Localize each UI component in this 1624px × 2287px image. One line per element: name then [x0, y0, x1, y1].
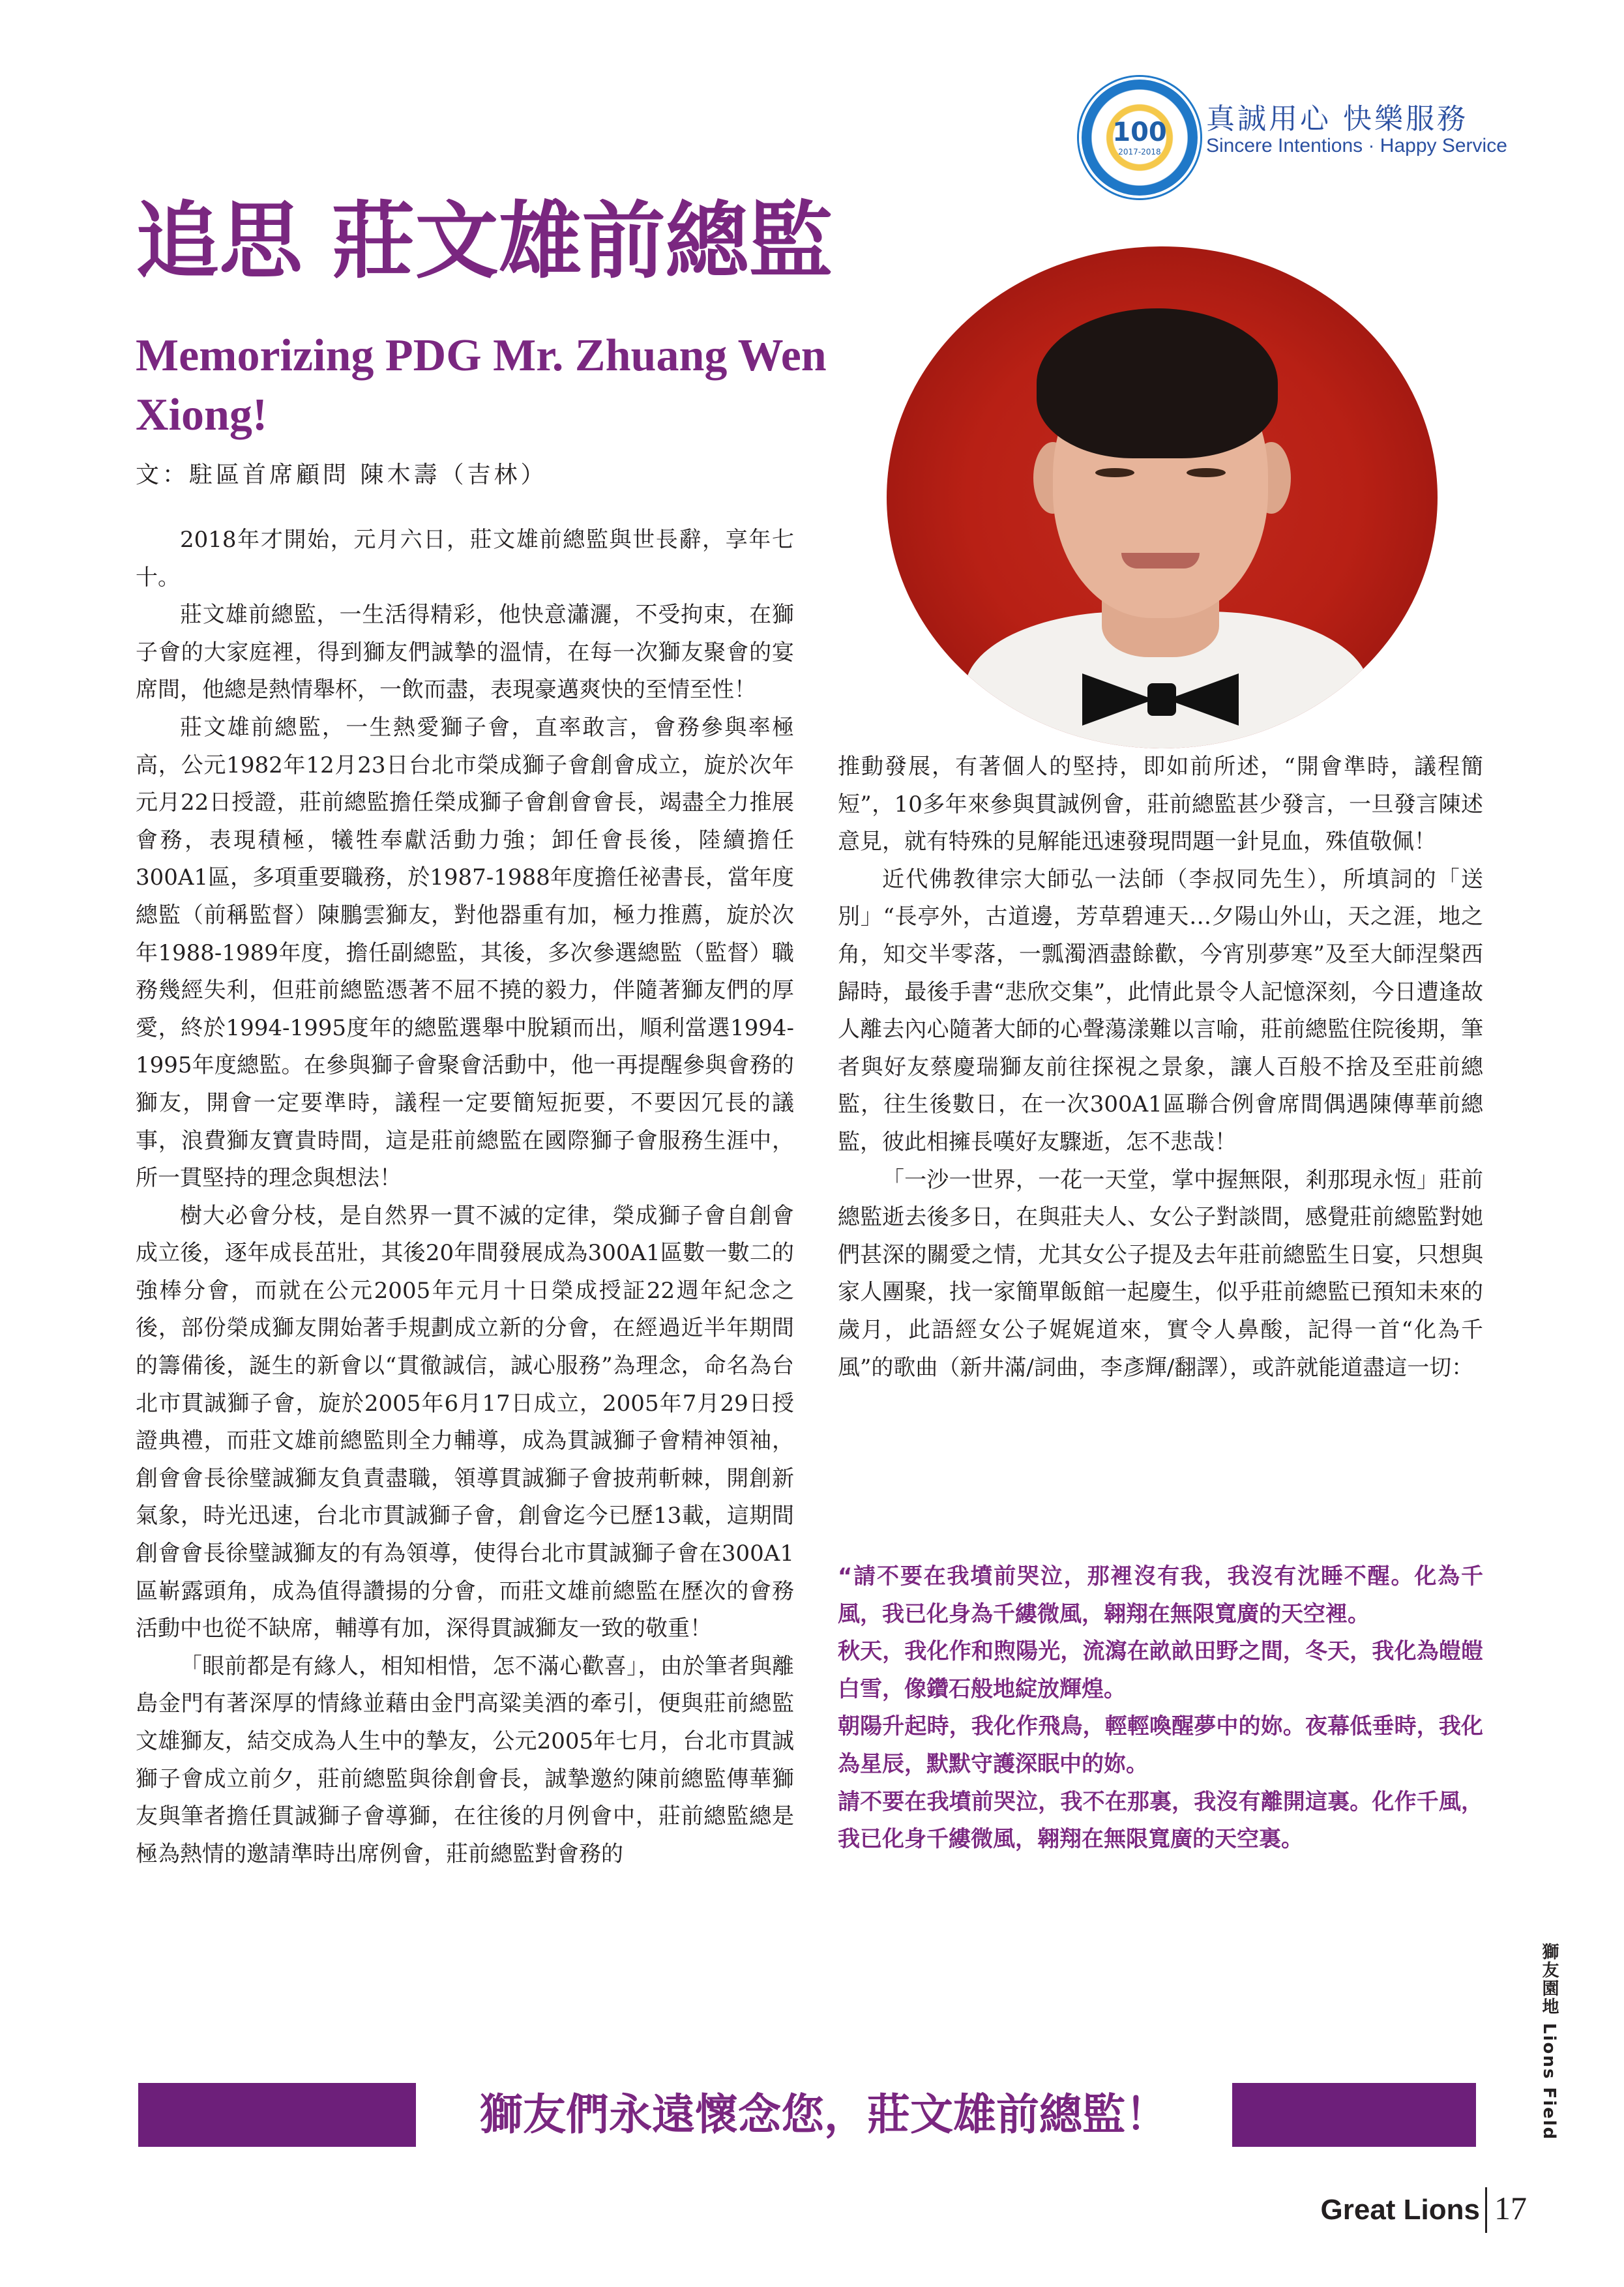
- paragraph: 莊文雄前總監，一生熱愛獅子會，直率敢言，會務參與率極高，公元1982年12月23日台北市榮成獅子會創會成立，旋於次年元月22日授證，莊前總監擔任榮成獅子會創會會長，竭盡全力推展會務，表現積極，犧牲奉獻活動力強；卸任會長後，陸續擔任300A1區，多項重要職務，於1987-1988年度擔任祕書長，當年度總監（前稱監督）陳鵬雲獅友，對他器重有加，極力推薦，旋於次年1988-1989年度，擔任副總監，其後，多次參選總監（監督）職務幾經失利，但莊前總監憑著不屈不撓的毅力，伴隨著獅友們的厚愛，終於1994-1995度年的總監選舉中脫穎而出，順利當選1994-1995年度總監。在參與獅子會聚會活動中，他一再提醒參與會務的獅友，開會一定要準時，議程一定要簡短扼要，不要因冗長的議事，浪費獅友寶貴時間，這是莊前總監在國際獅子會服務生涯中，所一貫堅持的理念與想法！: [136, 714, 794, 1192]
- slogan-chinese: 真誠用心 快樂服務: [1206, 102, 1468, 136]
- logo-years: 2017-2018: [1118, 147, 1161, 156]
- memorial-banner: 獅友們永遠懷念您，莊文雄前總監！: [480, 2089, 1168, 2140]
- bow-tie-right: [1167, 673, 1239, 726]
- lions-centennial-logo: [1079, 77, 1200, 198]
- bow-tie-left: [1082, 673, 1154, 726]
- slogan-english: Sincere Intentions · Happy Service: [1206, 135, 1507, 156]
- paragraph: 「眼前都是有緣人，相知相惜，怎不滿心歡喜」，由於筆者與離島金門有著深厚的情緣並藉由金門高粱美酒的牽引，便與莊前總監文雄獅友，結交成為人生中的摯友，公元2005年七月，台北市貫誠獅子會成立前夕，莊前總監與徐創會長，誠摯邀約陳前總監傳華獅友與筆者擔任貫誠獅子會導獅，在往後的月例會中，莊前總監總是極為熱情的邀請準時出席例會，莊前總監對會務的: [136, 1653, 794, 1867]
- section-label: 獅友園地 Lions Field: [1539, 1943, 1559, 2141]
- paragraph: 「一沙一世界，一花一天堂，掌中握無限，剎那現永恆」莊前總監逝去後多日，在與莊夫人、女公子對談間，感覺莊前總監對她們甚深的關愛之情，尤其女公子提及去年莊前總監生日宴，只想與家人團聚，找一家簡單飯館一起慶生，似乎莊前總監已預知未來的歲月，此語經女公子娓娓道來，實令人鼻酸，記得一首“化為千風”的歌曲（新井滿/詞曲，李彥輝/翻譯），或許就能道盡這一切：: [838, 1166, 1483, 1381]
- banner-bar-right: [1232, 2083, 1476, 2147]
- logo-number: 100: [1112, 117, 1167, 147]
- magazine-brand: Great Lions: [1320, 2194, 1480, 2226]
- article-byline: 文：駐區首席顧問 陳木壽（吉林）: [136, 462, 548, 488]
- paragraph: 樹大必會分枝，是自然界一貫不滅的定律，榮成獅子會自創會成立後，逐年成長茁壯，其後20年間發展成為300A1區數一數二的強棒分會，而就在公元2005年元月十日榮成授証22週年紀念之後，部份榮成獅友開始著手規劃成立新的分會，在經過近半年期間的籌備後，誕生的新會以“貫徹誠信，誠心服務”為理念，命名為台北市貫誠獅子會，旋於2005年6月17日成立，2005年7月29日授證典禮，而莊文雄前總監則全力輔導，成為貫誠獅子會精神領袖，創會會長徐璧誠獅友負責盡職，領導貫誠獅子會披荊斬棘，開創新氣象，時光迅速，台北市貫誠獅子會，創會迄今已歷13載，這期間創會會長徐璧誠獅友的有為領導，使得台北市貫誠獅子會在300A1區嶄露頭角，成為值得讚揚的分會，而莊文雄前總監在歷次的會務活動中也從不缺席，輔導有加，深得貫誠獅友一致的敬重！: [136, 1202, 794, 1642]
- article-column-right: [838, 748, 1483, 1387]
- portrait-eye-right: [1187, 468, 1226, 477]
- page-number: 17: [1494, 2190, 1527, 2226]
- poem-line: 請不要在我墳前哭泣，我不在那裏，我沒有離開這裏。化作千風，我已化身千縷微風，翱翔在無限寬廣的天空裏。: [838, 1788, 1483, 1853]
- portrait-eye-left: [1095, 468, 1134, 477]
- portrait-photo: [887, 246, 1438, 748]
- poem-line: 秋天，我化作和煦陽光，流瀉在畝畝田野之間，冬天，我化為皚皚白雪，像鑽石般地綻放輝煌。: [838, 1638, 1483, 1702]
- poem-line: “請不要在我墳前哭泣，那裡沒有我，我沒有沈睡不醒。化為千風，我已化身為千縷微風，翱翔在無限寬廣的天空裡。: [838, 1563, 1483, 1627]
- footer-divider: [1485, 2187, 1487, 2233]
- paragraph: 推動發展，有著個人的堅持，即如前所述，“開會準時，議程簡短”，10多年來參與貫誠例會，莊前總監甚少發言，一旦發言陳述意見，就有特殊的見解能迅速發現問題一針見血，殊值敬佩！: [838, 754, 1483, 855]
- poem-line: 朝陽升起時，我化作飛鳥，輕輕喚醒夢中的妳。夜幕低垂時，我化為星辰，默默守護深眠中的妳。: [838, 1713, 1483, 1777]
- article-column-left: [136, 522, 794, 1873]
- article-title-chinese: 追思 莊文雄前總監: [136, 192, 833, 290]
- bow-tie-knot: [1147, 683, 1176, 716]
- paragraph: 近代佛教律宗大師弘一法師（李叔同先生），所填詞的「送別」“長亭外，古道邊，芳草碧連天…夕陽山外山，天之涯，地之角，知交半零落，一瓢濁酒盡餘歡，今宵別夢寒”及至大師涅槃西歸時，最後手書“悲欣交集”，此情此景令人記憶深刻，今日遭逢故人離去內心隨著大師的心聲蕩漾難以言喻，莊前總監住院後期，筆者與好友蔡慶瑞獅友前往探視之景象，讓人百般不捨及至莊前總監，往生後數日，在一次300A1區聯合例會席間偶遇陳傳華前總監，彼此相擁長嘆好友驟逝，怎不悲哉！: [838, 866, 1483, 1155]
- portrait-mouth: [1121, 553, 1200, 568]
- paragraph: 莊文雄前總監，一生活得精彩，他快意瀟灑，不受拘束，在獅子會的大家庭裡，得到獅友們誠摯的溫情，在每一次獅友聚會的宴席間，他總是熱情舉杯，一飲而盡，表現豪邁爽快的至情至性！: [136, 602, 794, 703]
- paragraph: 2018年才開始，元月六日，莊文雄前總監與世長辭，享年七十。: [136, 527, 794, 591]
- portrait-hair: [1037, 308, 1278, 458]
- banner-bar-left: [138, 2083, 416, 2147]
- article-title-english: Memorizing PDG Mr. Zhuang Wen Xiong!: [136, 331, 827, 440]
- poem-block: [838, 1558, 1483, 1859]
